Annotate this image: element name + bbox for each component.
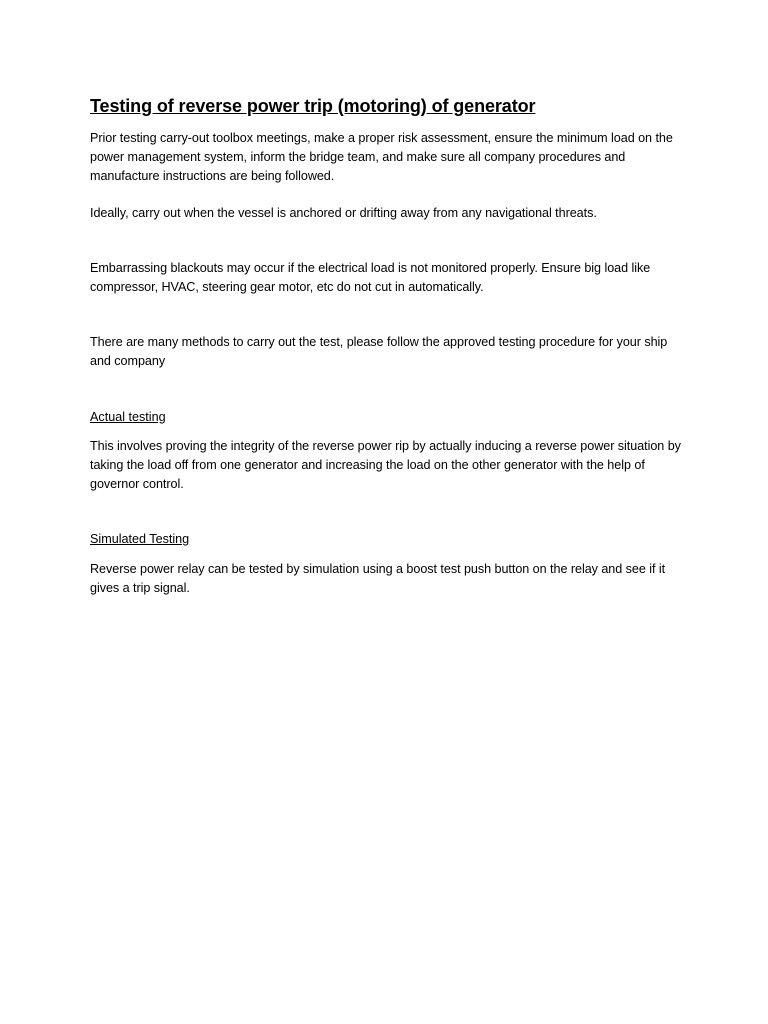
blackouts-paragraph: Embarrassing blackouts may occur if the electrical load is not monitored properly. Ensure big load like compressor, HVAC, steering gear motor, etc do not cut in automatically.	[90, 260, 651, 295]
spacer	[90, 550, 682, 560]
anchored-paragraph: Ideally, carry out when the vessel is anchored or drifting away from any navigational threats.	[90, 205, 597, 220]
spacer	[90, 427, 682, 437]
spacer	[90, 187, 682, 204]
actual-testing-heading: Actual testing	[90, 409, 166, 424]
spacer	[90, 372, 682, 408]
simulated-testing-heading: Simulated Testing	[90, 532, 190, 547]
methods-paragraph: There are many methods to carry out the test, please follow the approved testing procedure for your ship and company	[90, 335, 668, 369]
spacer	[90, 494, 682, 530]
spacer	[90, 223, 682, 259]
actual-testing-paragraph: This involves proving the integrity of the reverse power rip by actually inducing a reverse power situation by taking the load off from one generator and increasing the load on the other generator with the help of governor control.	[90, 438, 681, 492]
document-page	[90, 94, 682, 598]
simulated-testing-paragraph: Reverse power relay can be tested by simulation using a boost test push button on the relay and see if it gives a trip signal.	[90, 561, 666, 595]
document-title: Testing of reverse power trip (motoring) of generator	[90, 96, 536, 116]
intro-paragraph: Prior testing carry-out toolbox meetings, make a proper risk assessment, ensure the minimum load on the power management system, inform the bridge team, and make sure all company procedures and manufacture instructions are being followed.	[90, 131, 673, 184]
spacer	[90, 297, 682, 333]
